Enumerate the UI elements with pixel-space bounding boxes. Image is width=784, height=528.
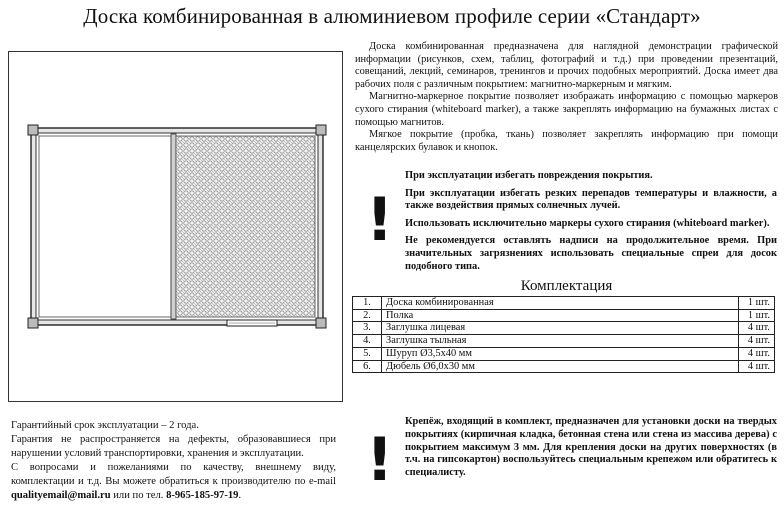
contacts-text: или по тел. bbox=[110, 490, 167, 501]
guarantee-conditions: Гарантия не распространяется на дефекты, образовавшиеся при нарушении условий транспортировки, хранения и эксплуатации. bbox=[11, 434, 336, 459]
warning-item: При эксплуатации избегать резких перепадов температуры и влажности, а также воздействия прямых солнечных лучей. bbox=[405, 187, 777, 212]
page-title: Доска комбинированная в алюминиевом профиле серии «Стандарт» bbox=[83, 4, 701, 28]
kit-num: 4. bbox=[353, 335, 382, 348]
warning-item: При эксплуатации избегать повреждения покрытия. bbox=[405, 170, 653, 181]
table-row bbox=[353, 309, 775, 322]
table-row bbox=[353, 360, 775, 373]
kit-qty: 4 шт. bbox=[739, 322, 775, 335]
kit-qty: 4 шт. bbox=[739, 335, 775, 348]
kit-qty: 4 шт. bbox=[739, 347, 775, 360]
kit-table bbox=[352, 296, 775, 373]
mounting-note: Крепёж, входящий в комплект, предназначен для установки доски на твердых покрытиях (кирпичная кладка, бетонная стена или стена из массива дерева) с покрытием максимум 3 мм. Для крепления доски на других поверхностях (в т.ч. на гипсокартон) воспользуйтесь специальным крепежом или обратитесь к специалисту. bbox=[405, 416, 777, 479]
kit-name: Дюбель Ø6,0х30 мм bbox=[382, 360, 739, 373]
contacts bbox=[11, 461, 336, 503]
kit-name: Доска комбинированная bbox=[382, 297, 739, 310]
exclamation-icon: ! bbox=[366, 425, 394, 495]
table-row bbox=[353, 297, 775, 310]
kit-name: Заглушка лицевая bbox=[382, 322, 739, 335]
kit-num: 5. bbox=[353, 347, 382, 360]
guarantee-term: Гарантийный срок эксплуатации – 2 года. bbox=[11, 420, 199, 431]
kit-num: 3. bbox=[353, 322, 382, 335]
contacts-text: С вопросами и пожеланиями по качеству, внешнему виду, комплектации и т.д. Вы можете обратиться к производителю по e-mail bbox=[11, 462, 336, 487]
warning-item: Использовать исключительно маркеры сухого стирания (whiteboard marker). bbox=[405, 217, 770, 229]
table-row bbox=[353, 335, 775, 348]
kit-qty: 4 шт. bbox=[739, 360, 775, 373]
phone-number: 8-965-185-97-19 bbox=[166, 490, 239, 501]
warnings-list bbox=[405, 170, 777, 278]
warning-item: Не рекомендуется оставлять надписи на продолжительное время. При значительных загрязнениях использовать специальные спреи для досок подобного типа. bbox=[405, 235, 777, 272]
kit-qty: 1 шт. bbox=[739, 309, 775, 322]
product-image-frame bbox=[8, 51, 343, 402]
email-link[interactable]: qualityemail@mail.ru bbox=[11, 490, 111, 501]
combo-board-illustration bbox=[9, 52, 342, 401]
kit-qty: 1 шт. bbox=[739, 297, 775, 310]
table-row bbox=[353, 347, 775, 360]
description-paragraph: Мягкое покрытие (пробка, ткань) позволяет закреплять информацию при помощи канцелярских булавок и кнопок. bbox=[355, 129, 778, 153]
kit-name: Заглушка тыльная bbox=[382, 335, 739, 348]
description bbox=[355, 41, 778, 154]
kit-name: Полка bbox=[382, 309, 739, 322]
description-paragraph: Магнитно-маркерное покрытие позволяет изображать информацию с помощью маркеров сухого стирания (whiteboard marker), а также закреплять информацию на бумажных листах с помощью магнитов. bbox=[355, 91, 778, 128]
kit-num: 1. bbox=[353, 297, 382, 310]
kit-num: 6. bbox=[353, 360, 382, 373]
table-row bbox=[353, 322, 775, 335]
description-paragraph: Доска комбинированная предназначена для наглядной демонстрации графической информации (рисунков, схем, таблиц, фотографий и т.д.) при проведении презентаций, совещаний, лекций, семинаров, тренингов и прочих подобных мероприятий. Доска имеет два рабочих поля с различным покрытием: магнитно-маркерным и мягким. bbox=[355, 41, 778, 90]
kit-name: Шуруп Ø3,5х40 мм bbox=[382, 347, 739, 360]
kit-title: Комплектация bbox=[520, 278, 613, 294]
guarantee bbox=[11, 419, 336, 503]
exclamation-icon: ! bbox=[366, 185, 394, 255]
kit-num: 2. bbox=[353, 309, 382, 322]
contacts-text: . bbox=[238, 490, 242, 501]
